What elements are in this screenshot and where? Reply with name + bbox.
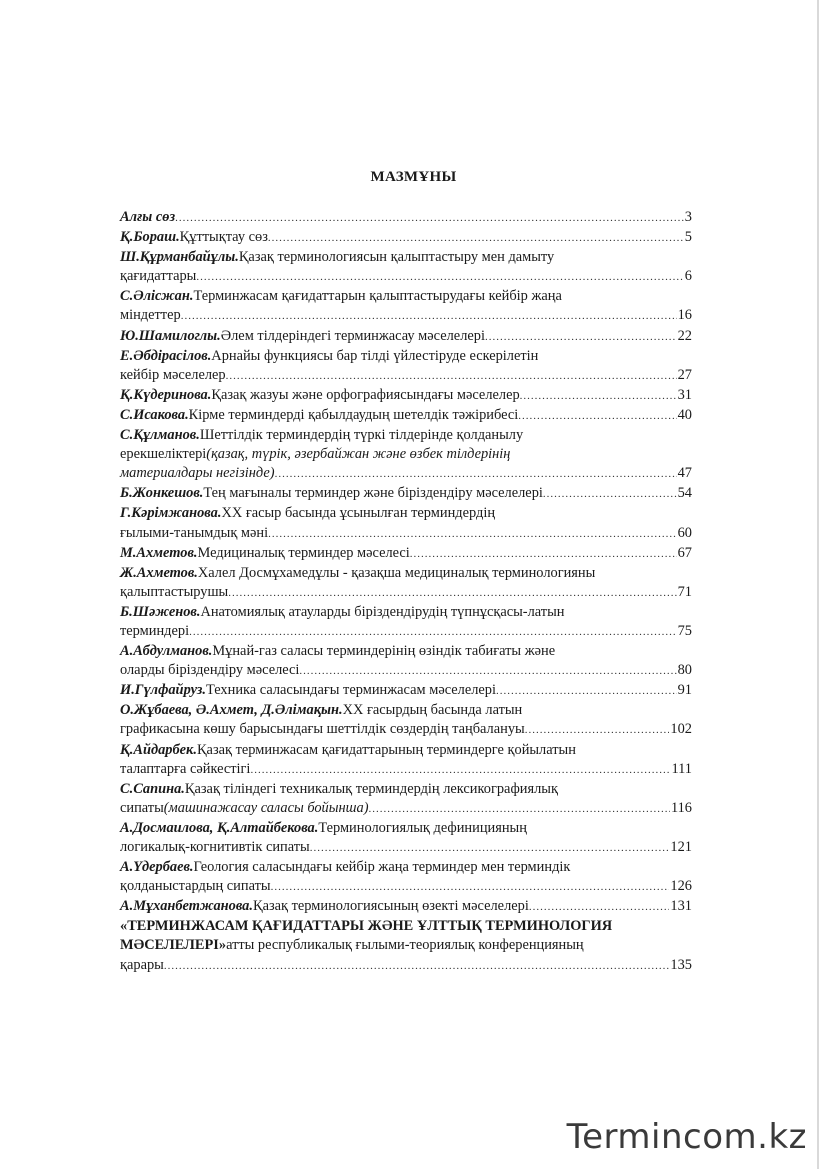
- toc-author: Е.Әбдірасілов.: [120, 347, 212, 364]
- toc-author: О.Жұбаева, Ә.Ахмет, Д.Әлімақын.: [120, 702, 343, 719]
- toc-author: С.Әлісжан.: [120, 288, 194, 305]
- toc-title-text: Геология саласындағы кейбір жаңа терминдер мен терминдік: [193, 859, 571, 876]
- termincom-logo[interactable]: [567, 1098, 807, 1158]
- toc-author: Б.Шәженов.: [120, 603, 201, 620]
- leader-dots: [299, 662, 676, 681]
- page-number: 91: [677, 682, 692, 699]
- page-number: 40: [677, 406, 692, 423]
- toc-title-text: атты республикалық ғылыми-теориялық конференцияның: [226, 937, 584, 954]
- toc-entry[interactable]: [120, 287, 692, 326]
- leader-dots: [226, 367, 677, 386]
- page-number: 47: [677, 465, 692, 482]
- toc-title-text: Халел Досмұхамедұлы - қазақша медициналық терминологияны: [197, 564, 596, 581]
- page-number: 3: [684, 209, 692, 225]
- page-number: 111: [671, 760, 692, 777]
- toc-line: [120, 760, 692, 780]
- toc-author: Ш.Құрманбайұлы.: [120, 249, 239, 266]
- toc-title-text: Терминжасам қағидаттарын қалыптастырудағы кейбір жаңа: [193, 288, 562, 305]
- toc-author: А.Мұханбетжанова.: [120, 898, 253, 915]
- toc-title-text: ерекшеліктері: [120, 446, 207, 463]
- toc-entry[interactable]: [120, 917, 692, 975]
- page-number: 31: [677, 386, 692, 403]
- toc-line: [120, 524, 692, 544]
- toc-title-text: Терминологиялық дефиницияның: [318, 819, 527, 836]
- toc-entry[interactable]: [120, 347, 692, 386]
- toc-line: [120, 287, 692, 306]
- toc-title-text: «ТЕРМИНЖАСАМ ҚАҒИДАТТАРЫ ЖӘНЕ ҰЛТТЫҚ ТЕРМИНОЛОГИЯ: [120, 918, 613, 935]
- toc-title-text: ХХ ғасырдың басында латын: [342, 702, 523, 719]
- leader-dots: [543, 485, 677, 504]
- leader-dots: [268, 525, 676, 544]
- toc-author: Г.Кәрімжанова.: [120, 505, 222, 522]
- leader-dots: [196, 268, 683, 287]
- toc-entry[interactable]: [120, 564, 692, 603]
- toc-title-text: Қазақ терминологиясын қалыптастыру мен дамыту: [238, 249, 555, 266]
- toc-title-italic: (машинажасау саласы бойынша): [163, 799, 369, 816]
- toc-line: [120, 877, 692, 897]
- leader-dots: [310, 839, 670, 858]
- page-number: 22: [677, 327, 692, 344]
- toc-line: [120, 819, 692, 838]
- toc-entry[interactable]: [120, 228, 692, 248]
- toc-line: [120, 956, 692, 976]
- toc-author: С.Исакова.: [120, 406, 189, 423]
- page-number: 116: [670, 799, 692, 816]
- page-title: МАЗМҰНЫ: [370, 169, 457, 185]
- toc-title-bold: МӘСЕЛЕЛЕРІ»: [120, 937, 227, 954]
- leader-dots: [518, 407, 676, 426]
- toc-line: [120, 426, 692, 445]
- toc-author: М.Ахметов.: [120, 544, 198, 561]
- toc-title-text: Қазақ тіліндегі техникалық терминдердің лексикографиялық: [184, 780, 558, 797]
- toc-line: [120, 838, 692, 858]
- toc-title-text: қарары: [120, 956, 164, 973]
- toc-line: [120, 858, 692, 877]
- toc-line: [120, 504, 692, 523]
- toc-author: Б.Жонкешов.: [120, 485, 204, 502]
- page-number: 75: [677, 622, 692, 639]
- toc-author: С.Сапина.: [120, 780, 185, 797]
- toc-entry[interactable]: [120, 504, 692, 543]
- toc-line: [120, 936, 692, 955]
- toc-entry[interactable]: [120, 681, 692, 701]
- toc-title-text: ХХ ғасыр басында ұсынылған терминдердің: [221, 505, 496, 522]
- toc-author: А.Досмаилова, Қ.Алтайбекова.: [120, 819, 319, 836]
- toc-title-text: логикалық-когнитивтік сипаты: [120, 839, 310, 855]
- toc-author: Қ.Күдеринова.: [120, 386, 212, 403]
- toc-entry[interactable]: [120, 327, 692, 347]
- toc-line: [120, 366, 692, 386]
- page-number: 126: [670, 878, 692, 895]
- leader-dots: [271, 878, 670, 897]
- toc-author: А.Абдулманов.: [120, 643, 213, 660]
- toc-line: [120, 406, 692, 426]
- toc-entry[interactable]: [120, 642, 692, 681]
- toc-title-text: Медициналық терминдер мәселесі: [197, 544, 410, 561]
- page-number: 71: [677, 583, 692, 600]
- toc-line: [120, 661, 692, 681]
- page-number: 102: [670, 721, 692, 738]
- toc-line: [120, 464, 692, 484]
- toc-entry[interactable]: [120, 248, 692, 287]
- toc-entry[interactable]: [120, 858, 692, 897]
- toc-line: [120, 701, 692, 720]
- toc-title-text: Шеттілдік терминдердің түркі тілдерінде қолданылу: [199, 427, 524, 444]
- toc-line: [120, 583, 692, 603]
- toc-title-text: қалыптастырушы: [120, 583, 229, 600]
- toc-author: С.Құлманов.: [120, 427, 200, 444]
- toc-title-text: Кірме терминдерді қабылдаудың шетелдік тәжірибесі: [188, 406, 519, 423]
- toc-line: [120, 780, 692, 799]
- toc-title-text: Анатомиялық атауларды біріздендірудің түпнұсқасы-латын: [200, 603, 565, 620]
- toc-entry[interactable]: [120, 780, 692, 819]
- toc-line: [120, 386, 692, 406]
- toc-entry[interactable]: [120, 701, 692, 740]
- toc-title-text: Арнайы функциясы бар тілді үйлестіруде ескерілетін: [211, 347, 539, 364]
- toc-author: И.Гүлфайруз.: [120, 682, 206, 699]
- toc-entry[interactable]: [120, 386, 692, 406]
- toc-title-text: графикасына көшу барысындағы шеттілдік сөздердің таңбалануы: [120, 721, 525, 738]
- toc-entry[interactable]: [120, 208, 692, 228]
- toc-title-text: Қазақ терминжасам қағидаттарының терминдерге қойылатын: [196, 741, 576, 758]
- toc-line: [120, 642, 692, 661]
- toc-entry[interactable]: [120, 603, 692, 642]
- toc-line: [120, 720, 692, 740]
- toc-line: [120, 248, 692, 267]
- page-number: 80: [677, 662, 692, 679]
- page-number: 131: [670, 898, 692, 915]
- toc-title-text: оларды біріздендіру мәселесі: [120, 662, 300, 679]
- logo-text: Termincom.kz: [566, 1117, 807, 1157]
- toc-line: [120, 681, 692, 701]
- leader-dots: [369, 800, 670, 819]
- toc-line: [120, 306, 692, 326]
- toc-title-text: ғылыми-танымдық мәні: [120, 524, 269, 541]
- toc-title-text: Техника саласындағы терминжасам мәселелері: [205, 682, 496, 699]
- toc-line: [120, 564, 692, 583]
- toc-author: А.Үдербаев.: [120, 859, 194, 876]
- page-number: 27: [677, 366, 692, 383]
- toc-line: [120, 741, 692, 760]
- toc-title-text: Құттықтау сөз: [179, 229, 268, 246]
- toc-line: [120, 228, 692, 248]
- toc-title-text: талаптарға сәйкестігі: [120, 760, 251, 777]
- page-number: 60: [677, 524, 692, 541]
- toc-author: Қ.Бораш.: [120, 229, 180, 246]
- leader-dots: [268, 229, 684, 248]
- toc-title-text: қағидаттары: [120, 268, 197, 285]
- toc-entry[interactable]: [120, 544, 692, 564]
- leader-dots: [485, 328, 677, 347]
- toc-author: Алғы сөз: [120, 209, 176, 225]
- page-number: 6: [684, 268, 692, 285]
- leader-dots: [520, 387, 677, 406]
- toc-entry[interactable]: [120, 819, 692, 858]
- toc-title-text: Қазақ жазуы және орфографиясындағы мәселелер: [211, 386, 520, 403]
- toc-title-text: терминдері: [120, 622, 190, 639]
- toc-author: Қ.Айдарбек.: [120, 741, 197, 758]
- leader-dots: [175, 209, 684, 228]
- leader-dots: [410, 545, 677, 564]
- toc-line: [120, 799, 692, 819]
- leader-dots: [525, 721, 670, 740]
- toc-title-text: қолданыстардың сипаты: [120, 878, 271, 895]
- toc-entry[interactable]: [120, 426, 692, 484]
- toc-entry[interactable]: [120, 406, 692, 426]
- toc-line: [120, 484, 692, 504]
- toc-line: [120, 208, 692, 228]
- page-number: 5: [684, 229, 692, 246]
- toc-author: Ю.Шамилоглы.: [120, 327, 221, 344]
- toc-line: [120, 917, 692, 936]
- toc-title-text: материалдары негізінде): [120, 465, 275, 482]
- toc-line: [120, 544, 692, 564]
- page-number: 54: [677, 485, 692, 502]
- leader-dots: [275, 465, 677, 484]
- page-number: 121: [670, 839, 692, 855]
- toc-entry[interactable]: [120, 897, 692, 917]
- toc-line: [120, 622, 692, 642]
- toc-title-text: міндеттер: [120, 307, 181, 324]
- toc-entry[interactable]: [120, 484, 692, 504]
- toc-title-text: Әлем тілдеріндегі терминжасау мәселелері: [220, 327, 485, 344]
- toc-line: [120, 897, 692, 917]
- leader-dots: [529, 898, 670, 917]
- toc-line: [120, 267, 692, 287]
- table-of-contents: [120, 208, 692, 976]
- toc-title-text: Қазақ терминологиясының өзекті мәселелері: [252, 898, 529, 915]
- toc-title-text: Мұнай-газ саласы терминдерінің өзіндік табиғаты және: [212, 643, 556, 660]
- toc-line: [120, 347, 692, 366]
- leader-dots: [164, 957, 670, 976]
- toc-title-text: Тең мағыналы терминдер және біріздендіру мәселелері: [203, 485, 543, 502]
- toc-author: Ж.Ахметов.: [120, 564, 198, 581]
- page-number: 135: [670, 956, 692, 973]
- leader-dots: [189, 623, 677, 642]
- toc-title-text: сипаты: [120, 799, 164, 816]
- toc-entry[interactable]: [120, 741, 692, 780]
- page-number: 16: [677, 307, 692, 324]
- leader-dots: [250, 761, 670, 780]
- leader-dots: [181, 307, 677, 326]
- page-number: 67: [677, 544, 692, 561]
- toc-line: [120, 603, 692, 622]
- leader-dots: [228, 584, 676, 603]
- toc-title-text: кейбір мәселелер: [120, 366, 226, 383]
- toc-line: [120, 445, 692, 464]
- toc-line: [120, 327, 692, 347]
- toc-title-italic: (қазақ, түрік, әзербайжан және өзбек тілдерінің: [206, 446, 511, 463]
- leader-dots: [496, 682, 677, 701]
